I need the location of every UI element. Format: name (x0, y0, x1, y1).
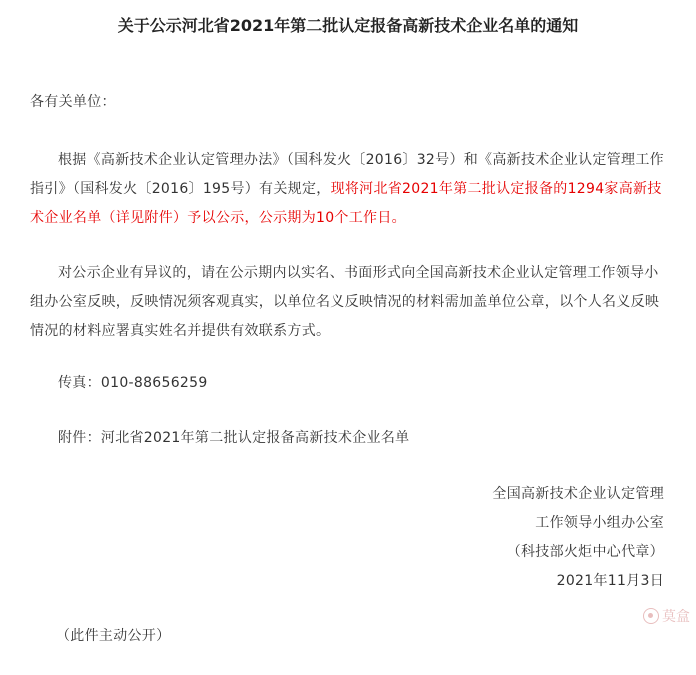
paragraph-regulations-text: 根据《高新技术企业认定管理办法》（国科发火〔2016〕32号）和《高新技术企业认定管理工作指引》（国科发火〔2016〕195号）有关规定， (30, 152, 664, 197)
signature-org-line1: 全国高新技术企业认定管理 (492, 486, 664, 502)
signature-org-line2: 工作领导小组办公室 (535, 515, 664, 531)
paragraph-objection: 对公示企业有异议的，请在公示期内以实名、书面形式向全国高新技术企业认定管理工作领导小组办公室反映，反映情况须客观真实，以单位名义反映情况的材料需加盖单位公章，以个人名义反映情况的材料应署真实姓名并提供有效联系方式。 (30, 265, 660, 339)
paragraph-highlight-text: 现将河北省2021年第二批认定报备的1294家高新技术企业名单（详见附件）予以公示，公示期为10个工作日。 (30, 181, 662, 226)
watermark-text: 莫盒 (662, 609, 690, 625)
salutation: 各有关单位： (30, 94, 116, 110)
signature-date: 2021年11月3日 (556, 573, 664, 589)
watermark-logo-icon (643, 608, 659, 624)
public-release-note: （此件主动公开） (56, 628, 171, 644)
attachment-line: 附件：河北省2021年第二批认定报备高新技术企业名单 (58, 430, 410, 446)
fax-line: 传真：010-88656259 (58, 375, 208, 391)
paragraph-regulations (30, 146, 664, 233)
signature-org-line3: （科技部火炬中心代章） (506, 544, 664, 560)
watermark (643, 606, 690, 626)
notice-title: 关于公示河北省2021年第二批认定报备高新技术企业名单的通知 (117, 16, 579, 35)
